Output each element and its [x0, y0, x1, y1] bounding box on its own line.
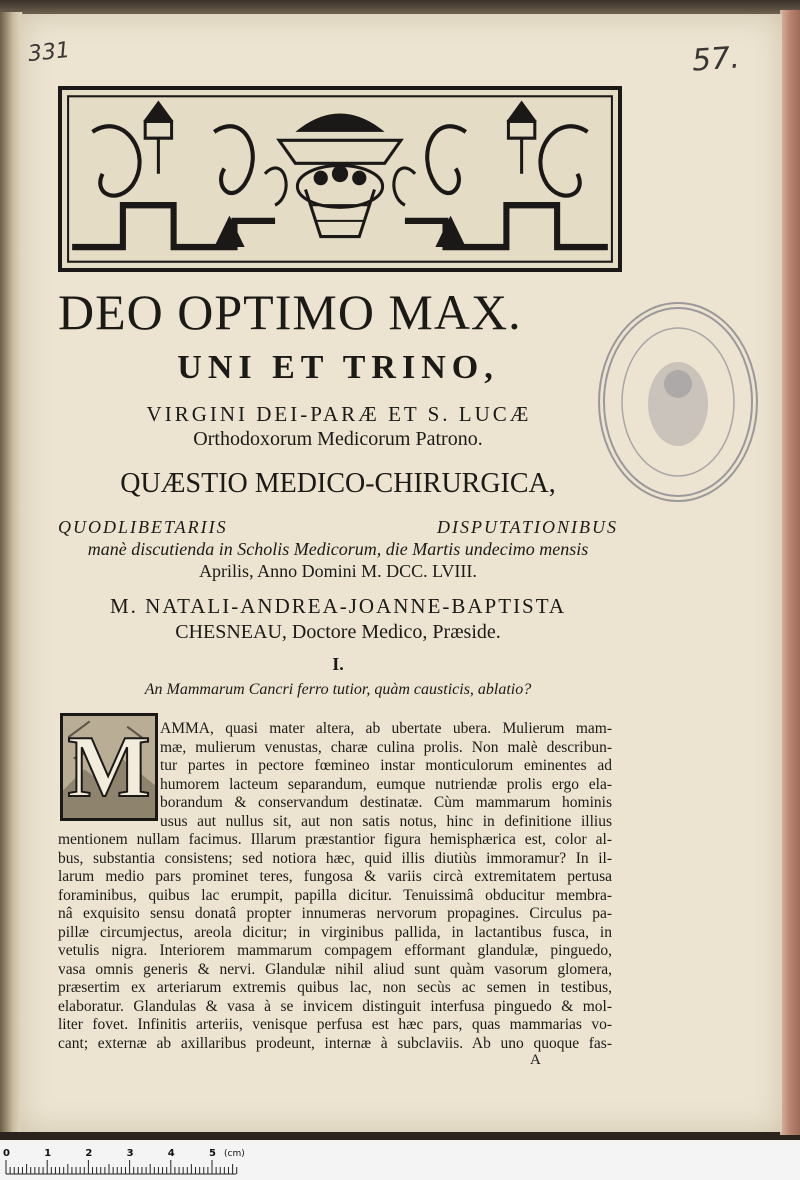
body-line: mæ, mulierum venustas, charæ culina prolis. Non malè describun- — [160, 738, 612, 756]
body-line: tur partes in pectore fœmineo instar monticulorum eminentes ad — [160, 757, 612, 774]
body-line: humorem lacteum separandum, eumque nutriendæ prolis ergo ela- — [160, 775, 612, 793]
handwritten-folio-left: 331 — [26, 37, 72, 68]
ruler-unit: (cm) — [224, 1149, 245, 1159]
body-line: vasa omnis generis & nervi. Glandulæ nihil aliud sunt quàm vasorum glomera, — [58, 960, 612, 978]
body-line: bus, substantia consistens; sed notiora hæc, quid illis diutiùs immoramur? In il- — [58, 849, 612, 867]
body-line: mentionem nullam facimus. Illarum præstantior figura hemisphærica est, color al- — [58, 831, 612, 848]
thesis-question: An Mammarum Cancri ferro tutior, quàm causticis, ablatio? — [144, 681, 532, 698]
ruler-label: 5 — [209, 1148, 216, 1159]
library-stamp — [598, 302, 758, 502]
body-line: liter fovet. Infinitis arteriis, venisque perfusa est hæc pars, quas mammarias vo- — [58, 1016, 612, 1033]
section-number: I. — [332, 654, 344, 674]
dedication-title: DEO OPTIMO MAX. — [58, 284, 522, 340]
ornamental-headpiece — [58, 86, 622, 272]
body-line: vetulis nigra. Interiorem mammarum compagem efformant glandulæ, pinguedo, — [58, 942, 612, 959]
handwritten-folio-right: 57. — [690, 40, 741, 79]
dedication-patron: Orthodoxorum Medicorum Patrono. — [193, 428, 483, 450]
body-line: cant; externæ ab axillaribus prodeunt, internæ à subclaviis. Ab uno quoque fas- — [58, 1034, 612, 1052]
ruler-label: 4 — [167, 1148, 175, 1159]
scale-ruler — [0, 1140, 800, 1180]
ruler-label: 0 — [3, 1148, 10, 1159]
page-fore-edge — [780, 10, 800, 1135]
body-line: nâ exquisito sensu donatâ propter innumeras nervorum propagines. Circulus pa- — [58, 905, 612, 922]
body-line: usus aut nullus sit, aut non satis notus, hinc in definitione illius — [160, 812, 612, 830]
ruler-label: 2 — [85, 1148, 93, 1159]
body-line: AMMA, quasi mater altera, ab ubertate ubera. Mulierum mam- — [160, 720, 612, 737]
dedication-subtitle: UNI ET TRINO, — [177, 349, 499, 386]
dropcap-letter: M — [67, 718, 151, 816]
question-heading: QUÆSTIO MEDICO-CHIRURGICA, — [120, 468, 556, 499]
dedication-virgin: VIRGINI DEI-PARÆ ET S. LUCÆ — [146, 402, 532, 426]
ruler-label: 1 — [44, 1148, 52, 1159]
body-line: elaboratur. Glandulas & vasa à se invicem distinguit interfusa pinguedo & mol- — [58, 997, 612, 1015]
body-line: borandum & conservandum destinatæ. Cùm mammarum hominis — [160, 794, 612, 811]
body-line: larum medio pars prominet teres, fungosa & variis circà extremitatem pertusa — [58, 868, 612, 885]
president-title: CHESNEAU, Doctore Medico, Præside. — [175, 621, 501, 643]
decorated-initial — [60, 713, 158, 821]
ruler-label: 3 — [126, 1148, 134, 1159]
body-line: præsertim ex arteriarum extremis quibus lac, non secùs ac semen in testibus, — [58, 979, 612, 996]
signature-mark: A — [530, 1052, 541, 1068]
year-line: Aprilis, Anno Domini M. DCC. LVIII. — [199, 561, 477, 581]
president-name: M. NATALI-ANDREA-JOANNE-BAPTISTA — [109, 594, 567, 618]
book-top-edge — [0, 0, 800, 14]
disputation-line: QUODLIBETARIIS DISPUTATIONIBUS — [58, 517, 618, 537]
body-line: foraminibus, quibus lac erumpit, papilla dicitur. Tenuissimâ obducitur membra- — [58, 886, 612, 904]
body-line: pillæ circumjectus, areola dicitur; in virginibus pallida, in lactantibus fusca, in — [58, 923, 612, 941]
date-line: manè discutienda in Scholis Medicorum, die Martis undecimo mensis — [87, 539, 589, 559]
